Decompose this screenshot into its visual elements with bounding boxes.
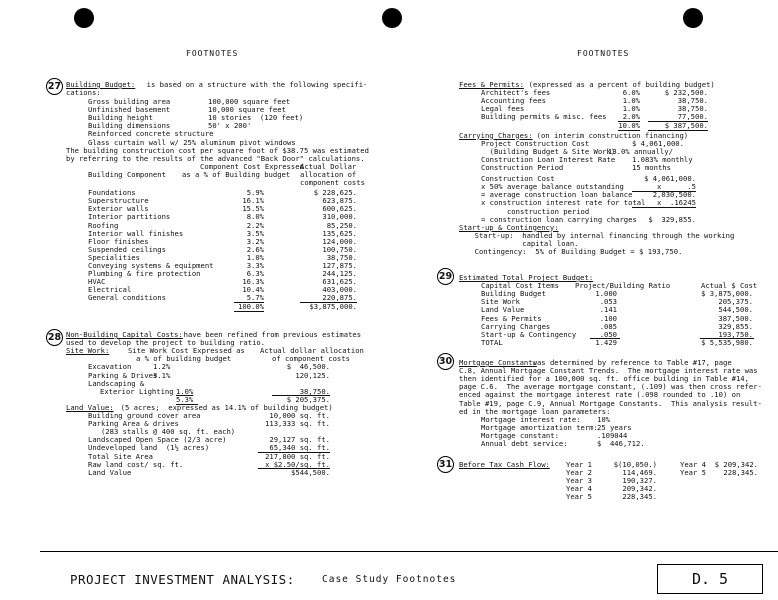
spec-value: 10,000 square feet bbox=[208, 105, 286, 115]
cash-flow-value-col2: 228,345. bbox=[723, 468, 758, 478]
carrying-calc-label: construction period bbox=[481, 206, 590, 216]
fees-intro: (expressed as a percent of building budget) bbox=[520, 80, 715, 89]
sw-total-cost: $ 205,375. bbox=[286, 394, 330, 404]
ext-lighting-cost: 38,750. bbox=[299, 386, 330, 396]
note-number-29: 29 bbox=[437, 268, 454, 285]
binder-hole-center bbox=[382, 8, 402, 28]
building-budget-title: Building Budget: bbox=[66, 80, 136, 89]
component-row-label: Floor finishes bbox=[88, 236, 149, 246]
mortgage-text: then identified for a 100,000 sq. ft. office building in Table #14, bbox=[459, 374, 749, 384]
mortgage-text: page C.6. The average mortgage constant, (.109) was then cross refer- bbox=[459, 382, 762, 392]
component-row-pct: 5.7% bbox=[246, 293, 264, 303]
land-row-value: 65,340 sq. ft. bbox=[269, 443, 330, 453]
budget-total-label: TOTAL bbox=[481, 337, 503, 347]
sw-total-pct: 5.3% bbox=[176, 394, 194, 404]
component-row-cost: 244,125. bbox=[322, 269, 357, 279]
fees-row-pct: 6.0% bbox=[622, 88, 640, 98]
budget-row-ratio: .085 bbox=[599, 321, 617, 331]
col-head-component-costs: component costs bbox=[300, 178, 365, 187]
budget-row-ratio: .050 bbox=[599, 329, 617, 339]
fees-row-cost: 38,750. bbox=[677, 96, 708, 106]
budget-row-cost: 387,500. bbox=[718, 313, 753, 323]
budget-total-cost: $ 5,535,980. bbox=[701, 337, 753, 347]
ext-lighting-pct: 1.0% bbox=[176, 386, 194, 396]
cash-flow-value: 114,469. bbox=[622, 468, 657, 478]
land-row-label: Total Site Area bbox=[88, 451, 153, 461]
budget-row-label: Fees & Permits bbox=[481, 313, 542, 323]
right-page-header: FOOTNOTES bbox=[577, 49, 630, 58]
component-row-cost: 631,625. bbox=[322, 277, 357, 287]
component-row-cost: $ 228,625. bbox=[313, 188, 357, 198]
component-row-cost: 310,000. bbox=[322, 212, 357, 222]
startup-line: Contingency: 5% of Building Budget = $ 193,750. bbox=[466, 247, 683, 256]
cost-text: by referring to the results of the advanced "Back Door" calculations. bbox=[66, 153, 365, 163]
carrying-calc-value: 2,030,500. bbox=[652, 190, 696, 200]
cash-flow-title: Before Tax Cash Flow: bbox=[459, 460, 550, 469]
budget-row-ratio: .053 bbox=[599, 297, 617, 307]
component-row-pct: 1.0% bbox=[246, 252, 264, 262]
budget-row-cost: $ 3,875,000. bbox=[701, 289, 753, 299]
budget-row-cost: 544,500. bbox=[718, 305, 753, 315]
component-row-cost: 600,625. bbox=[322, 204, 357, 214]
mortgage-text: Table #19, page C.9, Annual Mortgage Constants. This analysis result- bbox=[459, 398, 762, 408]
mortgage-param-label: Mortgage constant: bbox=[481, 430, 559, 440]
page-code-box bbox=[657, 564, 763, 594]
mortgage-title: Mortgage Constant: bbox=[459, 358, 537, 367]
land-row-label: Undeveloped land (1½ acres) bbox=[88, 443, 210, 453]
footer-title: PROJECT INVESTMENT ANALYSIS: bbox=[70, 572, 295, 587]
carrying-line-label: Construction Period bbox=[481, 163, 564, 172]
carrying-calc-label: = construction loan carrying charges bbox=[481, 214, 637, 224]
component-row-label: Foundations bbox=[88, 188, 136, 198]
component-row-label: Interior partitions bbox=[88, 212, 171, 222]
col-head-building-component: Building Component bbox=[88, 169, 166, 179]
cash-flow-year: Year 1 bbox=[566, 460, 592, 469]
component-row-cost: 135,625. bbox=[322, 228, 357, 238]
mortgage-param-value: .109044 bbox=[597, 430, 628, 440]
budget-row-label: Start-up & Contingency bbox=[481, 329, 577, 339]
budget-row-cost: 205,375. bbox=[718, 297, 753, 307]
spec-value: 100,000 square feet bbox=[208, 97, 291, 106]
spec-value: 10 stories (120 feet) bbox=[208, 113, 304, 123]
site-work-pct: 1.2% bbox=[153, 362, 171, 372]
non-building-title: Non-Building Capital Costs: bbox=[66, 330, 183, 339]
carrying-calc-value: x .16245 bbox=[657, 198, 696, 208]
budget-row-ratio: .100 bbox=[599, 313, 617, 323]
sw-head-pct: Site Work Cost Expressed as bbox=[128, 346, 245, 356]
col-head-pct: as a % of Building budget bbox=[182, 169, 291, 179]
component-row-label: Plumbing & fire protection bbox=[88, 269, 201, 279]
site-work-label: Excavation bbox=[88, 362, 132, 372]
land-row-value: 29,127 sq. ft. bbox=[269, 435, 330, 445]
cash-flow-year-col2: Year 4 bbox=[680, 460, 706, 469]
component-total-cost: $3,875,000. bbox=[309, 301, 357, 311]
component-row-label: Conveying systems & equipment bbox=[88, 261, 214, 270]
component-total-pct: 100.0% bbox=[238, 301, 264, 311]
component-row-label: Suspended ceilings bbox=[88, 244, 166, 254]
carrying-line-label: (Building Budget & Site Work) bbox=[481, 146, 616, 156]
mortgage-text: ed in the mortgage loan parameters: bbox=[459, 406, 611, 416]
mortgage-text: C.8, Annual Mortgage Constant Trends. The mortgage interest rate was bbox=[459, 366, 758, 376]
fees-row-label: Building permits & misc. fees bbox=[481, 112, 607, 122]
spec-label: Unfinished basement bbox=[88, 105, 171, 115]
carrying-line-value: 13.0% annually/ bbox=[608, 146, 673, 156]
component-row-pct: 15.5% bbox=[242, 204, 264, 214]
budget-head-cost: Actual $ Cost bbox=[701, 281, 758, 291]
fees-row-cost: 38,750. bbox=[677, 104, 708, 114]
component-row-label: Electrical bbox=[88, 285, 132, 295]
col-head-actual-dollar: Actual Dollar bbox=[300, 161, 357, 171]
cash-flow-year: Year 3 bbox=[566, 476, 592, 486]
sw-head-actual: Actual dollar allocation bbox=[260, 346, 364, 356]
land-row-label: (283 stalls @ 400 sq. ft. each) bbox=[88, 427, 236, 437]
mortgage-text: enced against the mortgage interest rate (.098 rounded to .10) on bbox=[459, 390, 741, 400]
component-row-pct: 6.3% bbox=[246, 269, 264, 279]
component-row-label: Roofing bbox=[88, 220, 119, 230]
cash-flow-value: 209,342. bbox=[622, 484, 657, 494]
spec-extra: Glass curtain wall w/ 25% aluminum pivot windows bbox=[88, 137, 296, 147]
budget-row-label: Carrying Charges bbox=[481, 321, 551, 331]
startup-title: Start-up & Contingency: bbox=[459, 222, 559, 232]
cash-flow-year: Year 2 bbox=[566, 468, 592, 478]
non-building-intro: have been refined from previous estimates bbox=[175, 330, 362, 339]
startup-line: Start-up: handled by internal financing through the working bbox=[466, 230, 735, 240]
component-row-pct: 8.0% bbox=[246, 212, 264, 222]
budget-row-cost: 329,855. bbox=[718, 321, 753, 331]
landscaping-label: Landscaping & bbox=[88, 378, 145, 388]
component-row-cost: 403,000. bbox=[322, 285, 357, 295]
site-work-cost: 120,125. bbox=[295, 370, 330, 380]
mortgage-param-label: Mortgage amortization term: bbox=[481, 422, 598, 432]
mortgage-param-value: 10% bbox=[597, 414, 610, 424]
land-row-label: Building ground cover area bbox=[88, 411, 201, 420]
footer-rule bbox=[40, 551, 778, 552]
component-row-label: Superstructure bbox=[88, 196, 149, 206]
land-row-value: 113,333 sq. ft. bbox=[265, 419, 330, 429]
col-head-allocation: allocation of bbox=[300, 169, 357, 179]
budget-head-items: Capital Cost Items bbox=[481, 281, 559, 291]
fees-row-cost: 77,500. bbox=[677, 112, 708, 122]
component-row-pct: 16.3% bbox=[242, 277, 264, 287]
carrying-calc-label: x 50% average balance outstanding bbox=[481, 182, 624, 192]
spec-extra: Reinforced concrete structure bbox=[88, 129, 214, 139]
spec-label: Building dimensions bbox=[88, 121, 171, 131]
budget-row-label: Land Value bbox=[481, 305, 525, 315]
component-row-pct: 10.4% bbox=[242, 285, 264, 295]
cost-text: The building construction cost per square foot of $38.75 was estimated bbox=[66, 145, 369, 155]
component-row-cost: 127,875. bbox=[322, 261, 357, 270]
component-row-label: General conditions bbox=[88, 293, 166, 303]
carrying-calc-label: x construction interest rate for total bbox=[481, 198, 646, 208]
carrying-title: Carrying Charges: bbox=[459, 130, 533, 140]
component-row-cost: 38,750. bbox=[326, 252, 357, 262]
cash-flow-year-col2: Year 5 bbox=[680, 468, 706, 478]
fees-total-cost: $ 387,500. bbox=[664, 120, 708, 130]
left-page-header: FOOTNOTES bbox=[186, 49, 239, 58]
carrying-intro: (on interim construction financing) bbox=[528, 130, 689, 140]
land-row-label: Land Value bbox=[88, 467, 132, 477]
component-row-label: Specialities bbox=[88, 252, 140, 262]
carrying-calc-label: Construction Cost bbox=[481, 174, 555, 184]
land-row-value: 10,000 sq. ft. bbox=[269, 411, 330, 420]
component-row-pct: 16.1% bbox=[242, 196, 264, 206]
col-head-component-cost: Component Cost Expressed bbox=[200, 161, 304, 171]
non-building-intro-cont: used to develop the project to building ratio. bbox=[66, 338, 266, 348]
fees-row-pct: 1.0% bbox=[622, 104, 640, 114]
carrying-line-value: 1.083% monthly bbox=[632, 154, 693, 164]
carrying-line-label: Construction Loan Interest Rate bbox=[481, 154, 616, 164]
note-number-27: 27 bbox=[46, 78, 63, 95]
sw-head-pct2: a % of building budget bbox=[136, 354, 232, 364]
note-number-31: 31 bbox=[437, 456, 454, 473]
ext-lighting-label: Exterior Lighting bbox=[100, 386, 174, 396]
component-row-pct: 3.3% bbox=[246, 261, 264, 270]
fees-row-pct: 1.0% bbox=[622, 96, 640, 106]
land-row-value: $544,500. bbox=[291, 467, 330, 477]
mortgage-text: was determined by reference to Table #17, page bbox=[524, 358, 732, 367]
land-row-value: 217,800 sq. ft. bbox=[265, 451, 330, 461]
note-number-28: 28 bbox=[46, 329, 63, 346]
binder-hole-left bbox=[74, 8, 94, 28]
fees-row-label: Legal fees bbox=[481, 104, 525, 114]
component-pct-double-line bbox=[234, 311, 264, 312]
footer-subtitle: Case Study Footnotes bbox=[322, 574, 457, 585]
component-row-pct: 5.9% bbox=[246, 188, 264, 198]
budget-row-cost: 193,750. bbox=[718, 329, 753, 339]
page-code: D. 5 bbox=[691, 570, 729, 588]
component-row-pct: 3.2% bbox=[246, 236, 264, 246]
site-work-title: Site Work: bbox=[66, 346, 110, 356]
building-budget-intro: is based on a structure with the following specifi- bbox=[138, 80, 368, 89]
mortgage-param-label: Annual debt service: bbox=[481, 439, 568, 448]
carrying-calc-value: $ 4,061,000. bbox=[644, 174, 696, 184]
cash-flow-value-col2: $ 209,342. bbox=[714, 460, 758, 469]
sw-head-actual2: of component costs bbox=[272, 354, 350, 364]
carrying-calc-value: $ 329,855. bbox=[648, 214, 696, 224]
fees-total-pct: 10.0% bbox=[618, 120, 640, 130]
budget-row-ratio: 1.000 bbox=[595, 289, 617, 299]
component-row-cost: 85,250. bbox=[326, 220, 357, 230]
component-row-cost: 220,875. bbox=[322, 293, 357, 303]
mortgage-param-value: 25 years bbox=[597, 422, 632, 432]
building-budget-intro-cont: cations: bbox=[66, 88, 101, 98]
component-row-label: Exterior walls bbox=[88, 204, 149, 214]
land-value-intro: (5 acres; expressed as 14.1% of building budget) bbox=[112, 402, 333, 412]
component-row-pct: 2.2% bbox=[246, 220, 264, 230]
cash-flow-value: $(10,050.) bbox=[613, 460, 657, 469]
binder-hole-right bbox=[683, 8, 703, 28]
site-work-cost: $ 46,500. bbox=[286, 362, 330, 372]
carrying-line-value: $ 4,061,000. bbox=[632, 138, 684, 148]
note-number-30: 30 bbox=[437, 353, 454, 370]
carrying-calc-line bbox=[632, 207, 696, 208]
fees-row-label: Architect's fees bbox=[481, 88, 551, 98]
cash-flow-year: Year 5 bbox=[566, 492, 592, 502]
site-work-label: Parking & Drives bbox=[88, 370, 158, 380]
land-value-title: Land Value: bbox=[66, 402, 114, 412]
spec-label: Gross building area bbox=[88, 97, 171, 106]
component-row-cost: 124,000. bbox=[322, 236, 357, 246]
fees-row-label: Accounting fees bbox=[481, 96, 546, 106]
budget-row-label: Site Work bbox=[481, 297, 520, 307]
land-row-label: Parking Area & drives bbox=[88, 419, 179, 429]
carrying-calc-value: x .5 bbox=[657, 182, 696, 192]
fees-row-cost: $ 232,500. bbox=[664, 88, 708, 98]
spec-value: 50' x 200' bbox=[208, 121, 252, 131]
component-row-label: HVAC bbox=[88, 277, 106, 287]
fees-row-pct: 2.0% bbox=[622, 112, 640, 122]
budget-row-label: Building Budget bbox=[481, 289, 546, 299]
carrying-line-value: 15 months bbox=[632, 163, 671, 172]
project-budget-title: Estimated Total Project Budget: bbox=[459, 273, 594, 282]
cash-flow-value: 228,345. bbox=[622, 492, 657, 502]
fees-title: Fees & Permits: bbox=[459, 80, 524, 89]
spec-label: Building height bbox=[88, 113, 153, 123]
budget-row-ratio: .141 bbox=[599, 305, 617, 315]
carrying-calc-label: = average construction loan balance bbox=[481, 190, 633, 200]
component-row-pct: 3.5% bbox=[246, 228, 264, 238]
startup-line: capital loan. bbox=[466, 238, 579, 248]
land-row-value: x $2.50/sq. ft. bbox=[265, 459, 330, 469]
budget-head-ratio: Project/Building Ratio bbox=[575, 281, 671, 291]
land-row-label: Raw land cost/ sq. ft. bbox=[88, 459, 184, 469]
component-row-cost: 623,875. bbox=[322, 196, 357, 206]
carrying-line-label: Project Construction Cost bbox=[481, 138, 590, 148]
mortgage-param-value: $ 446,712. bbox=[597, 439, 645, 448]
component-row-cost: 100,750. bbox=[322, 244, 357, 254]
site-work-pct: 3.1% bbox=[153, 370, 171, 380]
component-row-label: Interior wall finishes bbox=[88, 228, 184, 238]
land-row-label: Landscaped Open Space (2/3 acre) bbox=[88, 435, 227, 445]
budget-total-ratio: 1.429 bbox=[595, 337, 617, 347]
mortgage-param-label: Mortgage interest rate: bbox=[481, 414, 581, 424]
component-row-pct: 2.6% bbox=[246, 244, 264, 254]
cash-flow-value: 190,327. bbox=[622, 476, 657, 486]
cash-flow-year: Year 4 bbox=[566, 484, 592, 494]
